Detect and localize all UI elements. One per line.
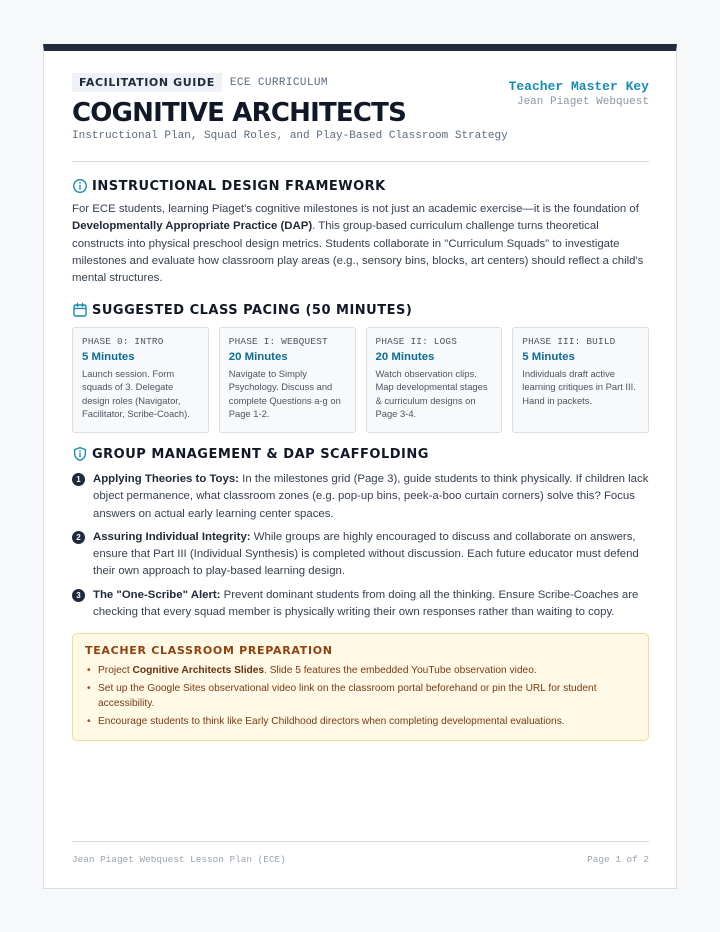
page-footer xyxy=(72,854,649,865)
list-item-bold: Applying Theories to Toys: xyxy=(93,473,239,485)
number-badge: 3 xyxy=(72,589,85,602)
framework-heading-label: INSTRUCTIONAL DESIGN FRAMEWORK xyxy=(92,178,386,194)
list-item-bold: The "One-Scribe" Alert: xyxy=(93,588,221,601)
prep-item: • Encourage students to think like Early Childhood directors when completing developmental evaluations. xyxy=(85,715,636,729)
list-item xyxy=(72,471,649,523)
prep-item xyxy=(85,664,636,678)
page-subtitle: Instructional Plan, Squad Roles, and Play-Based Classroom Strategy xyxy=(72,130,508,142)
phase-desc: Watch observation clips. Map developmental stages & curriculum designs on Page 3-4. xyxy=(375,368,488,420)
phase-time: 20 Minutes xyxy=(228,351,288,363)
page-header xyxy=(72,73,649,163)
calendar-icon xyxy=(72,302,88,318)
framework-text-bold: Developmentally Appropriate Practice (DAP) xyxy=(72,220,313,233)
phase-desc: Individuals draft active learning critiques in Part III. Hand in packets. xyxy=(522,368,636,406)
phase-name: PHASE 0: INTRO xyxy=(82,336,164,347)
document-page xyxy=(43,44,677,889)
phase-cards xyxy=(72,327,649,433)
footer-divider xyxy=(72,841,649,842)
phase-card xyxy=(72,327,209,433)
phase-name: PHASE II: LOGS xyxy=(375,336,458,347)
phase-desc: Navigate to Simply Psychology. Discuss and complete Questions a-g on Page 1-2. xyxy=(228,368,341,420)
list-item xyxy=(72,529,649,581)
framework-heading xyxy=(72,178,386,194)
pacing-heading-label: SUGGESTED CLASS PACING (50 MINUTES) xyxy=(92,302,413,318)
pacing-heading xyxy=(72,302,412,318)
phase-card xyxy=(219,327,356,433)
footer-title: Jean Piaget Webquest Lesson Plan (ECE) xyxy=(72,854,286,865)
management-heading-label: GROUP MANAGEMENT & DAP SCAFFOLDING xyxy=(92,446,429,462)
prep-item-text: . Slide 5 features the embedded YouTube observation video. xyxy=(264,665,537,676)
management-heading xyxy=(72,446,429,462)
prep-item: • Set up the Google Sites observational video link on the classroom portal beforehand or pin the URL for student accessibility. xyxy=(85,682,636,711)
slides-link: Cognitive Architects Slides xyxy=(132,665,265,676)
teacher-prep-box xyxy=(72,633,649,741)
info-icon xyxy=(72,178,88,194)
phase-name: PHASE III: BUILD xyxy=(522,336,616,347)
number-badge: 2 xyxy=(72,531,85,544)
phase-card xyxy=(512,327,649,433)
phase-card xyxy=(366,327,503,433)
list-item xyxy=(72,587,649,622)
facilitation-guide-tag: FACILITATION GUIDE xyxy=(72,73,222,92)
framework-text-1: For ECE students, learning Piaget's cognitive milestones is not just an academic exercise—it is the foundation of xyxy=(72,203,639,215)
list-item-body: While groups are highly encouraged to discuss and collaborate on answers, ensure that Part III (Individual Synthesis) is completed without discussion. Each future educator must defend their own approach to play-based learning design. xyxy=(93,530,639,578)
list-item-body: In the milestones grid (Page 3), guide students to think physically. If children lack object permanence, what classroom zones (e.g. pop-up bins, peek-a-boo curtain corners) solve this? Focus answers on actual early learning center spaces. xyxy=(93,473,649,520)
prep-title: TEACHER CLASSROOM PREPARATION xyxy=(85,644,333,657)
page-title: COGNITIVE ARCHITECTS xyxy=(72,98,406,128)
list-item-bold: Assuring Individual Integrity: xyxy=(93,530,251,543)
phase-time: 20 Minutes xyxy=(375,351,435,363)
list-item-body: Prevent dominant students from doing all the thinking. Ensure Scribe-Coaches are checking that every squad member is physically writing their own responses rather than waiting to copy. xyxy=(93,588,639,619)
shield-icon xyxy=(72,446,88,462)
phase-time: 5 Minutes xyxy=(82,351,135,363)
header-right xyxy=(509,79,649,108)
phase-desc: Launch session. Form squads of 3. Delegate design roles (Navigator, Facilitator, Scribe-Coach). xyxy=(82,368,190,420)
page-number: Page 1 of 2 xyxy=(587,854,649,865)
curriculum-label: ECE CURRICULUM xyxy=(229,76,328,89)
management-list xyxy=(72,471,649,627)
prep-item-text: Project xyxy=(98,665,133,676)
framework-paragraph xyxy=(72,201,649,287)
list-item-text xyxy=(93,587,649,622)
list-item-text xyxy=(93,471,649,523)
framework-text-2: . This group-based curriculum challenge turns theoretical constructs into physical preschool design metrics. Students collaborate in "Curriculum Squads" to investigate milestones and evaluate how classroom play areas (e.g., sensory bins, blocks, art centers) should reflect a child's mental structures. xyxy=(72,220,644,285)
list-item-text xyxy=(93,529,649,581)
webquest-label: Jean Piaget Webquest xyxy=(516,96,649,108)
header-divider xyxy=(72,161,649,162)
number-badge: 1 xyxy=(72,473,85,486)
prep-list xyxy=(85,664,636,730)
phase-time: 5 Minutes xyxy=(522,351,575,363)
master-key-label: Teacher Master Key xyxy=(508,79,649,94)
phase-name: PHASE I: WEBQUEST xyxy=(228,336,328,347)
